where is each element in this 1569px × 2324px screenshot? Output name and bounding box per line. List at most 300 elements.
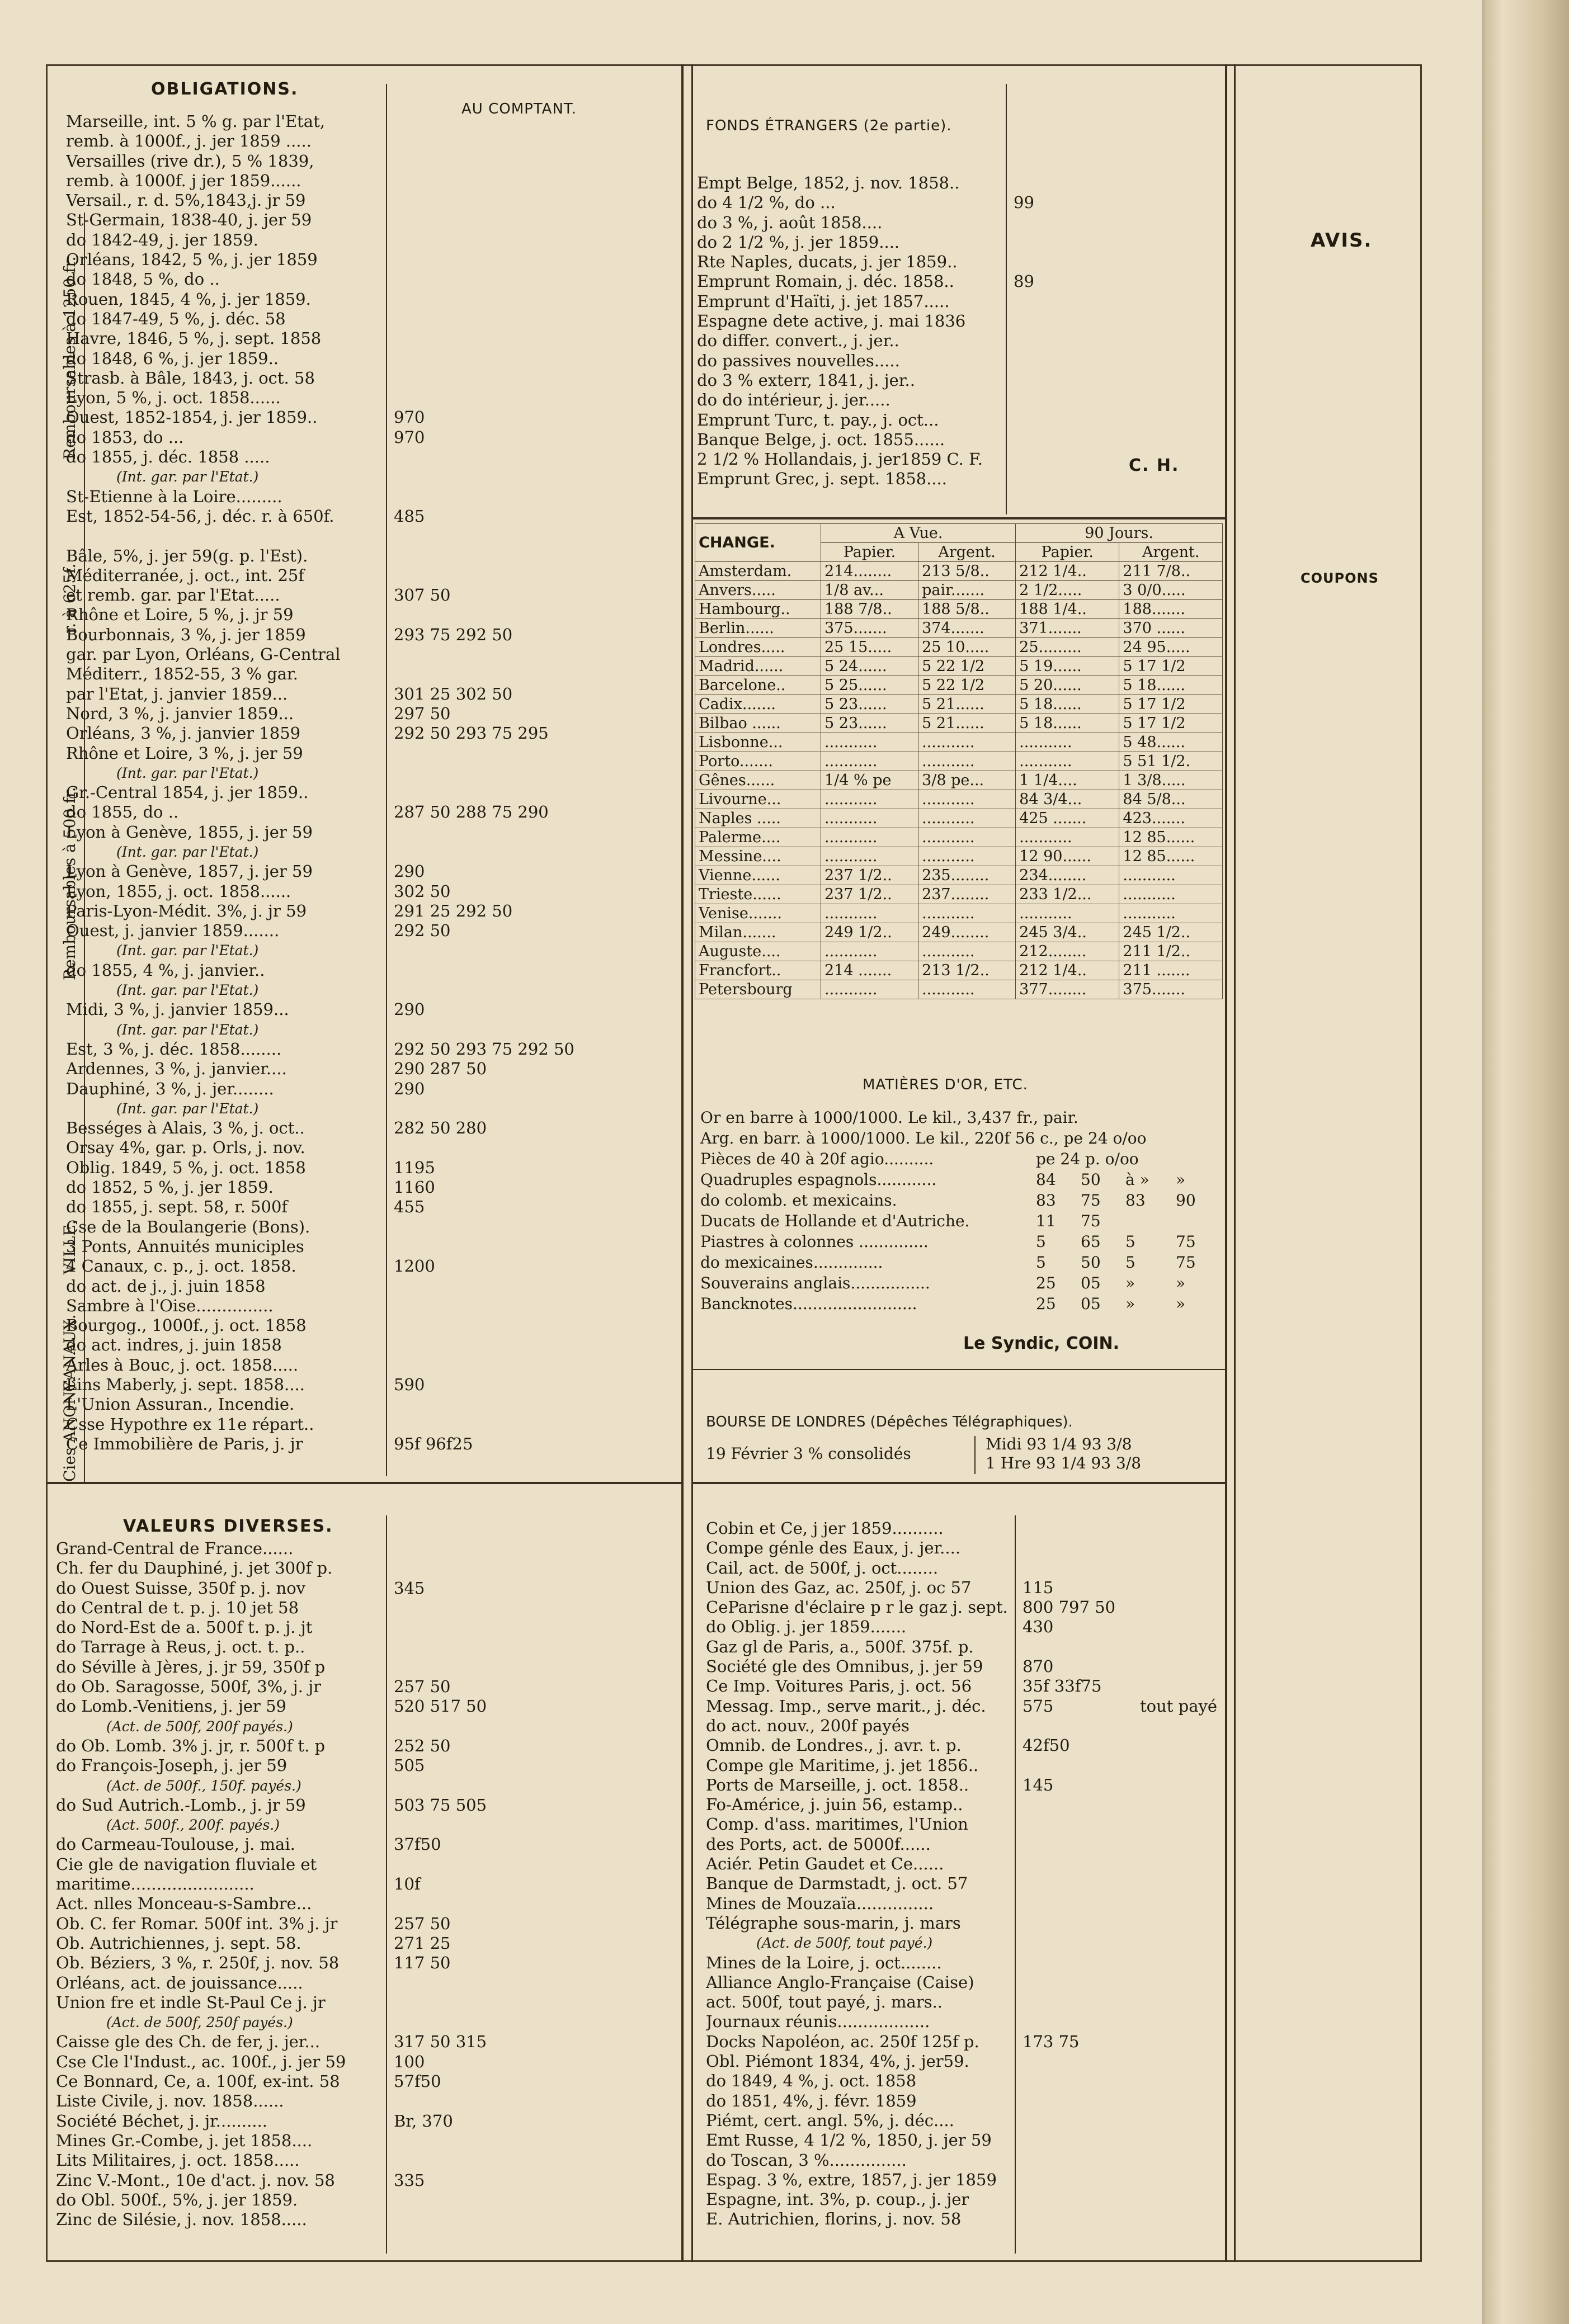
- item-label: do 1855, j. sept. 58, r. 500f: [66, 1197, 288, 1217]
- change-rate: ...........: [821, 942, 918, 961]
- item-value: 290: [394, 862, 425, 881]
- list-item: [66, 1375, 679, 1395]
- item-label: do François-Joseph, j. jer 59: [56, 1756, 288, 1775]
- item-label: Cobin et Ce, j jer 1859..........: [706, 1519, 944, 1538]
- item-label: Rouen, 1845, 4 %, j. jer 1859.: [66, 289, 311, 309]
- change-row: [695, 828, 1223, 847]
- item-value: [386, 1973, 677, 1993]
- item-value: 335: [394, 2170, 425, 2190]
- matiere-c: 83: [1125, 1191, 1146, 1210]
- item-value: 293 75 292 50: [394, 625, 513, 644]
- change-rate: ...........: [1016, 733, 1119, 752]
- item-label: Liste Civile, j. nov. 1858......: [56, 2091, 284, 2111]
- change-rate: 249........: [918, 923, 1016, 942]
- item-label: do Sud Autrich.-Lomb., j. jr 59: [56, 1795, 306, 1815]
- item-value: 145: [1023, 1775, 1054, 1794]
- item-value: [1006, 213, 1218, 233]
- list-item: [706, 1914, 1223, 1933]
- change-city: Cadix.......: [695, 695, 821, 714]
- change-rate: 213 5/8..: [918, 562, 1016, 581]
- list-item: [66, 1296, 679, 1316]
- item-label: et remb. gar. par l'Etat.....: [66, 585, 280, 605]
- item-label: do act. indres, j. juin 1858: [66, 1335, 282, 1355]
- item-label: do 2 1/2 %, j. jer 1859....: [697, 232, 900, 252]
- item-value: [1006, 410, 1218, 430]
- fonds-title: FONDS ÉTRANGERS (2e partie).: [706, 117, 952, 134]
- item-label: Docks Napoléon, ac. 250f 125f p.: [706, 2032, 979, 2051]
- list-item: [66, 329, 679, 348]
- item-label: Banque Belge, j. oct. 1855......: [697, 429, 945, 449]
- item-value: [386, 1618, 677, 1637]
- matiere-c: 5: [1125, 1232, 1135, 1251]
- col-papier-90: Papier.: [1016, 543, 1119, 562]
- item-label: Dauphiné, 3 %, j. jer........: [66, 1079, 274, 1098]
- change-row: [695, 980, 1223, 999]
- item-value: [1015, 2012, 1132, 2032]
- list-item: [66, 980, 679, 1000]
- item-value: [386, 980, 677, 1000]
- list-item: [706, 1558, 1223, 1578]
- item-label: do Ouest Suisse, 350f p. j. nov: [56, 1578, 306, 1598]
- list-item: [697, 430, 1223, 450]
- item-label: do 1849, 4 %, j. oct. 1858: [706, 2071, 917, 2091]
- change-rate: ...........: [821, 847, 918, 866]
- item-label: do Tarrage à Reus, j. oct. t. p..: [56, 1637, 305, 1657]
- coupons-heading: COUPONS: [1301, 570, 1379, 586]
- matiere-b: 50: [1081, 1170, 1101, 1189]
- item-value: [386, 1815, 677, 1835]
- list-item: [66, 961, 679, 980]
- change-rate: 188 7/8..: [821, 600, 918, 619]
- list-item: [56, 2112, 679, 2131]
- matiere-d: [1176, 1211, 1221, 1231]
- change-rate: 211 .......: [1119, 961, 1223, 980]
- item-label: remb. à 1000f., j. jer 1859 .....: [66, 131, 312, 151]
- matiere-c: »: [1125, 1295, 1135, 1313]
- list-item: [66, 131, 679, 151]
- change-rate: 212 1/4..: [1016, 562, 1119, 581]
- item-label: do 1853, do ...: [66, 427, 184, 447]
- list-item: [66, 1395, 679, 1414]
- change-rate: 249 1/2..: [821, 923, 918, 942]
- jours-heading: 90 Jours.: [1016, 524, 1223, 543]
- item-value: [386, 131, 677, 151]
- item-value: [386, 250, 677, 270]
- list-item: [697, 213, 1223, 233]
- side-label-cies: Cies ANONY.: [60, 1377, 79, 1482]
- item-label: Méditerranée, j. oct., int. 25f: [66, 565, 305, 585]
- list-item: [706, 1933, 1223, 1953]
- list-item: [66, 1118, 679, 1138]
- matiere-l: Or en barre à 1000/1000. Le kil., 3,437 fr., pair.: [700, 1108, 1078, 1127]
- change-city: Livourne...: [695, 790, 821, 809]
- item-label: Caisse gle des Ch. de fer, j. jer...: [56, 2032, 321, 2052]
- change-rate: 237 1/2..: [821, 885, 918, 904]
- change-row: [695, 904, 1223, 923]
- list-item: [66, 566, 679, 585]
- item-label: do 4 1/2 %, do ...: [697, 193, 836, 212]
- change-row: [695, 885, 1223, 904]
- item-value: 317 50 315: [394, 2032, 487, 2052]
- list-item: [706, 1992, 1223, 2012]
- item-value: [386, 783, 677, 802]
- matiere-b: 05: [1081, 1295, 1101, 1313]
- change-row: [695, 847, 1223, 866]
- matiere-b: 65: [1081, 1232, 1101, 1251]
- list-item: [66, 783, 679, 802]
- matiere-row: [700, 1149, 1223, 1169]
- list-item: [66, 882, 679, 901]
- list-item: [706, 1756, 1223, 1775]
- item-label: do 1842-49, j. jer 1859.: [66, 230, 258, 249]
- change-rate: 3 0/0.....: [1119, 581, 1223, 600]
- change-rate: ...........: [1016, 828, 1119, 847]
- item-label: Versail., r. d. 5%,1843,j. jr 59: [66, 191, 306, 210]
- item-label: Union fre et indle St-Paul Ce j. jr: [56, 1992, 326, 2012]
- change-rate: 5 18......: [1016, 695, 1119, 714]
- item-value: 292 50 293 75 295: [394, 724, 549, 743]
- change-rate: 235........: [918, 866, 1016, 885]
- item-value: [386, 210, 677, 230]
- list-item: [706, 1676, 1223, 1696]
- item-label: do Oblig. j. jer 1859.......: [706, 1617, 907, 1637]
- item-value: 290: [394, 1079, 425, 1098]
- rule-main-3: [1225, 64, 1227, 2262]
- matiere-b: 50: [1081, 1253, 1101, 1272]
- matiere-l: Bancknotes.........................: [700, 1295, 917, 1313]
- change-rate: 5 17 1/2: [1119, 714, 1223, 733]
- change-rate: 375.......: [1119, 980, 1223, 999]
- list-item: [697, 193, 1223, 212]
- item-value: [386, 388, 677, 408]
- matiere-c: à »: [1125, 1170, 1149, 1189]
- item-value: [1006, 331, 1218, 351]
- change-city: Lisbonne...: [695, 733, 821, 752]
- list-item: [56, 1973, 679, 1993]
- matiere-row: [700, 1293, 1223, 1314]
- change-rate: 5 17 1/2: [1119, 695, 1223, 714]
- item-label: Cie gle de navigation fluviale et: [56, 1854, 317, 1874]
- change-city: Petersbourg: [695, 980, 821, 999]
- change-rate: 5 23......: [821, 695, 918, 714]
- list-item: [697, 292, 1223, 311]
- list-item: [697, 371, 1223, 390]
- matiere-d: 90: [1176, 1191, 1196, 1210]
- item-value: [386, 2190, 677, 2210]
- change-row: [695, 809, 1223, 828]
- item-label: Rte Naples, ducats, j. jer 1859..: [697, 252, 958, 272]
- item-value: 115: [1023, 1577, 1054, 1597]
- item-value: [386, 1717, 677, 1736]
- list-item: [56, 1993, 679, 2013]
- list-item: [66, 467, 679, 486]
- change-rate: 212........: [1016, 942, 1119, 961]
- change-rate: 423.......: [1119, 809, 1223, 828]
- list-item: [66, 1059, 679, 1079]
- list-item: [66, 388, 679, 408]
- change-rate: 5 18......: [1119, 676, 1223, 695]
- change-rate: ...........: [821, 980, 918, 999]
- item-label: do 1852, 5 %, j. jer 1859.: [66, 1178, 274, 1197]
- change-row: [695, 790, 1223, 809]
- change-city: Porto.......: [695, 752, 821, 771]
- list-item: [66, 1335, 679, 1355]
- item-value: 520 517 50: [394, 1697, 487, 1716]
- item-value: [1006, 311, 1218, 331]
- valeurs-title: VALEURS DIVERSES.: [123, 1517, 333, 1536]
- list-item: [66, 309, 679, 329]
- change-rate: 188 1/4..: [1016, 600, 1119, 619]
- a-vue-heading: A Vue.: [821, 524, 1016, 543]
- list-item: [56, 1736, 679, 1756]
- item-label: (Int. gar. par l'Etat.): [116, 764, 259, 781]
- change-rate: 5 22 1/2: [918, 676, 1016, 695]
- item-label: Paris-Lyon-Médit. 3%, j. jr 59: [66, 901, 307, 920]
- item-value: 307 50: [394, 585, 451, 605]
- change-city: Milan.......: [695, 923, 821, 942]
- col-papier-vue: Papier.: [821, 543, 918, 562]
- list-item: [66, 625, 679, 645]
- item-label: Piémt, cert. angl. 5%, j. déc....: [706, 2110, 954, 2130]
- londres-brace: [974, 1436, 976, 1474]
- list-item: [66, 210, 679, 230]
- matiere-d: »: [1176, 1295, 1186, 1313]
- item-value: Br, 370: [394, 2111, 453, 2131]
- rule-left-bottom: [46, 1482, 682, 1484]
- item-value: [386, 112, 677, 131]
- item-value: 42f50: [1023, 1736, 1070, 1755]
- item-value: [386, 152, 677, 171]
- change-rate: 237........: [918, 885, 1016, 904]
- item-label: Ouest, j. janvier 1859.......: [66, 921, 280, 941]
- list-item: [697, 331, 1223, 351]
- matiere-c: [1125, 1211, 1176, 1231]
- list-item: [66, 369, 679, 388]
- item-value: [386, 941, 677, 960]
- rule-mid-bottom: [692, 1482, 1225, 1484]
- item-value: 800 797 50: [1023, 1598, 1116, 1617]
- side-label-ville: VILLE.: [60, 1220, 79, 1274]
- item-value: 1200: [394, 1257, 435, 1276]
- item-label: Gaz gl de Paris, a., 500f. 375f. p.: [706, 1637, 974, 1656]
- rule-matieres-bottom: [692, 1369, 1225, 1370]
- list-item: [66, 941, 679, 960]
- change-rate: 1 1/4....: [1016, 771, 1119, 790]
- item-value: [1015, 1874, 1132, 1893]
- au-comptant-heading: AU COMPTANT.: [461, 101, 577, 117]
- item-label: Est, 3 %, j. déc. 1858........: [66, 1039, 282, 1059]
- item-label: Emprunt d'Haïti, j. jet 1857.....: [697, 291, 950, 311]
- change-rate: ...........: [918, 980, 1016, 999]
- list-item: [697, 272, 1223, 291]
- item-value: 57f50: [394, 2072, 441, 2091]
- item-label: Nord, 3 %, j. janvier 1859...: [66, 703, 294, 723]
- item-label: (Act. de 500f, 200f payés.): [106, 1718, 293, 1735]
- side-label-500: Remboursables à 500 fr.: [60, 787, 79, 980]
- item-label: Rhône et Loire, 5 %, j. jr 59: [66, 605, 294, 625]
- list-item: [66, 823, 679, 842]
- change-rate: 5 23......: [821, 714, 918, 733]
- item-label: Cse Cle l'Indust., ac. 100f., j. jer 59: [56, 2052, 346, 2071]
- item-label: Ob. C. fer Romar. 500f int. 3% j. jr: [56, 1914, 338, 1933]
- change-rate: 371.......: [1016, 619, 1119, 638]
- item-value: [1015, 1914, 1132, 1933]
- change-rate: 12 90......: [1016, 847, 1119, 866]
- item-value: 257 50: [394, 1677, 451, 1697]
- change-city: Hambourg..: [695, 600, 821, 619]
- item-label: Ce Bonnard, Ce, a. 100f, ex-int. 58: [56, 2072, 340, 2091]
- item-value: [1015, 1933, 1132, 1953]
- change-city: Bilbao ......: [695, 714, 821, 733]
- change-rate: ...........: [821, 828, 918, 847]
- item-label: do act. nouv., 200f payés: [706, 1716, 910, 1735]
- item-label: (Act. de 500f., 150f. payés.): [106, 1777, 301, 1794]
- list-item: [66, 1197, 679, 1217]
- list-item: [66, 428, 679, 447]
- item-label: Empt Belge, 1852, j. nov. 1858..: [697, 173, 960, 192]
- item-label: St-Etienne à la Loire.........: [66, 486, 282, 506]
- matiere-row: [700, 1252, 1223, 1273]
- change-rate: 188.......: [1119, 600, 1223, 619]
- change-rate: ...........: [918, 752, 1016, 771]
- item-value: [1006, 173, 1218, 193]
- item-value: [386, 349, 677, 369]
- change-city: Auguste....: [695, 942, 821, 961]
- list-item: [66, 763, 679, 783]
- change-city: Messine....: [695, 847, 821, 866]
- item-value: 282 50 280: [394, 1118, 487, 1138]
- item-value: [386, 1415, 677, 1434]
- side-label-canaux: CANAUX.: [60, 1314, 79, 1392]
- matiere-c: 5: [1125, 1253, 1135, 1272]
- matiere-row: [700, 1169, 1223, 1190]
- item-label: Compe génle des Eaux, j. jer....: [706, 1538, 961, 1558]
- list-item: [66, 802, 679, 822]
- item-label: par l'Etat, j. janvier 1859...: [66, 684, 288, 703]
- item-label: do act. de j., j. juin 1858: [66, 1276, 266, 1296]
- item-value: [386, 309, 677, 329]
- list-item: [66, 447, 679, 467]
- change-row: [695, 638, 1223, 657]
- change-rate: ...........: [918, 942, 1016, 961]
- list-item: [66, 645, 679, 664]
- change-city: Francfort..: [695, 961, 821, 980]
- item-value: [386, 1138, 677, 1158]
- item-value: [1015, 2131, 1132, 2150]
- list-item: [66, 862, 679, 881]
- item-label: Gr.-Central 1854, j. jer 1859..: [66, 783, 309, 802]
- col-argent-90: Argent.: [1119, 543, 1223, 562]
- item-label: Messag. Imp., serve marit., j. déc.: [706, 1696, 986, 1716]
- list-item: [56, 1579, 679, 1598]
- item-value: 1195: [394, 1158, 435, 1177]
- list-item: [66, 1020, 679, 1040]
- item-label: Cail, act. de 500f, j. oct........: [706, 1558, 939, 1577]
- change-row: [695, 866, 1223, 885]
- item-label: do 1855, 4 %, j. janvier..: [66, 960, 265, 980]
- change-rate: 212 1/4..: [1016, 961, 1119, 980]
- item-label: Société gle des Omnibus, j. jer 59: [706, 1657, 983, 1676]
- list-item: [56, 1558, 679, 1578]
- list-item: [56, 1697, 679, 1716]
- side-label-625: r. à 625f.: [60, 563, 79, 634]
- item-value: [1015, 1716, 1132, 1736]
- item-label: (Int. gar. par l'Etat.): [116, 1021, 259, 1038]
- matiere-a: 5: [1036, 1253, 1046, 1272]
- matiere-a: 5: [1036, 1232, 1046, 1251]
- item-value: [386, 1237, 677, 1257]
- item-label: do Ob. Saragosse, 500f, 3%, j. jr: [56, 1677, 321, 1697]
- change-rate: 5 19......: [1016, 657, 1119, 676]
- item-label: (Int. gar. par l'Etat.): [116, 942, 259, 959]
- list-item: [66, 1079, 679, 1099]
- londres-midi: Midi 93 1/4 93 3/8: [986, 1435, 1132, 1453]
- item-label: Act. nlles Monceau-s-Sambre...: [56, 1894, 312, 1914]
- change-rate: 234........: [1016, 866, 1119, 885]
- list-item: [66, 1434, 679, 1454]
- list-item: [56, 1618, 679, 1637]
- list-item: [56, 1539, 679, 1558]
- list-item: [706, 1716, 1223, 1736]
- item-value: 485: [394, 506, 425, 526]
- list-item: [66, 526, 679, 546]
- list-item: [66, 1277, 679, 1296]
- list-item: [66, 171, 679, 191]
- item-value: [1015, 1835, 1132, 1854]
- list-item: [56, 2072, 679, 2091]
- change-rate: ...........: [821, 809, 918, 828]
- item-label: Journaux réunis..................: [706, 2012, 930, 2032]
- change-rate: 377........: [1016, 980, 1119, 999]
- item-label: Obl. Piémont 1834, 4%, j. jer59.: [706, 2052, 969, 2071]
- item-value: [1006, 351, 1218, 371]
- matiere-l: Arg. en barr. à 1000/1000. Le kil., 220f 56 c., pe 24 o/oo: [700, 1129, 1147, 1147]
- item-label: do 1847-49, 5 %, j. déc. 58: [66, 309, 286, 328]
- list-item: [706, 1736, 1223, 1755]
- matiere-a: 84: [1036, 1170, 1056, 1189]
- change-rate: 1/4 % pe: [821, 771, 918, 790]
- item-value: 257 50: [394, 1914, 451, 1933]
- matiere-a: 25: [1036, 1274, 1056, 1292]
- item-label: do 3 %, j. août 1858....: [697, 212, 883, 232]
- item-label: Grand-Central de France......: [56, 1539, 294, 1558]
- change-rate: 25.........: [1016, 638, 1119, 657]
- item-value: [386, 2210, 677, 2229]
- change-city: Berlin......: [695, 619, 821, 638]
- list-item: [66, 546, 679, 566]
- item-value: [1015, 1756, 1132, 1775]
- matiere-row: [700, 1107, 1223, 1128]
- item-value: [386, 467, 677, 486]
- change-row: [695, 562, 1223, 581]
- item-value: [386, 961, 677, 980]
- list-item: [706, 1894, 1223, 1914]
- item-label: Espagne dete active, j. mai 1836: [697, 311, 966, 331]
- list-item: [706, 2151, 1223, 2170]
- list-item: [56, 1717, 679, 1736]
- item-label: Orsay 4%, gar. p. Orls, j. nov.: [66, 1138, 305, 1158]
- list-item: [66, 1237, 679, 1257]
- item-label: do Obl. 500f., 5%, j. jer 1859.: [56, 2190, 298, 2209]
- side-label-1250: Remboursables à 1250 fr.: [60, 256, 79, 460]
- item-label: do Carmeau-Toulouse, j. mai.: [56, 1835, 295, 1854]
- change-rate: 84 3/4...: [1016, 790, 1119, 809]
- item-label: Arles à Bouc, j. oct. 1858.....: [66, 1355, 299, 1374]
- item-label: do 1848, 6 %, j. jer 1859..: [66, 348, 279, 368]
- list-item: [66, 744, 679, 763]
- matiere-row: [700, 1190, 1223, 1211]
- change-rate: 211 1/2..: [1119, 942, 1223, 961]
